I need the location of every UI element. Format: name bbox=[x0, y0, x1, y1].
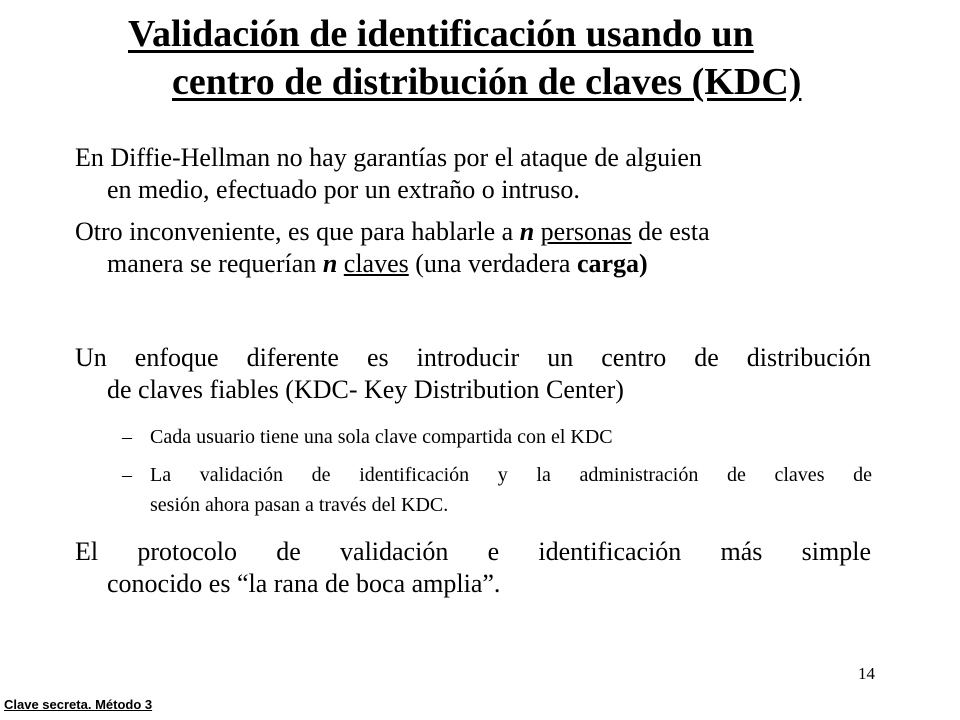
footer-label: Clave secreta. Método 3 bbox=[4, 697, 153, 712]
paragraph-2-text: manera se requerían bbox=[107, 249, 323, 278]
paragraph-1-line-2: en medio, efectuado por un extraño o intruso. bbox=[107, 175, 580, 204]
sub-item-2 bbox=[122, 460, 872, 520]
sub-item-2-line-1: La validación de identificación y la administración de claves de bbox=[150, 464, 872, 486]
paragraph-2-text: (una verdadera bbox=[408, 249, 577, 278]
claves-underlined: claves bbox=[343, 249, 409, 278]
carga-bold: carga) bbox=[576, 249, 648, 278]
dash-bullet: – bbox=[122, 426, 132, 448]
title-line-2: centro de distribución de claves (KDC) bbox=[172, 61, 802, 103]
slide-title bbox=[128, 10, 908, 106]
paragraph-4-line-2: conocido es “la rana de boca amplia”. bbox=[107, 569, 501, 598]
sub-item-2-line-2: sesión ahora pasan a través del KDC. bbox=[150, 494, 449, 516]
paragraph-protocolo-cont bbox=[75, 568, 871, 600]
paragraph-4-line-1: El protocolo de validación e identificación más simple bbox=[75, 537, 871, 566]
n-variable: n bbox=[519, 217, 535, 246]
paragraph-kdc bbox=[75, 342, 871, 374]
paragraph-3-line-2: de claves fiables (KDC- Key Distribution Center) bbox=[107, 375, 624, 404]
paragraph-2-text: de esta bbox=[631, 217, 710, 246]
paragraph-2-line-2 bbox=[75, 248, 871, 280]
paragraph-2-text: Otro inconveniente, es que para hablarle a bbox=[75, 217, 520, 246]
paragraph-kdc-cont bbox=[75, 374, 871, 406]
paragraph-protocolo bbox=[75, 536, 871, 568]
paragraph-inconveniente bbox=[75, 216, 871, 280]
paragraph-diffie-hellman bbox=[75, 142, 871, 206]
dash-bullet: – bbox=[122, 464, 132, 486]
sub-item-1 bbox=[122, 422, 872, 452]
n-variable: n bbox=[322, 249, 338, 278]
paragraph-1-line-1: En Diffie-Hellman no hay garantías por el ataque de alguien bbox=[75, 143, 702, 172]
sub-item-1-text: Cada usuario tiene una sola clave compartida con el KDC bbox=[150, 426, 613, 448]
page-number: 14 bbox=[858, 664, 875, 683]
title-line-1: Validación de identificación usando un bbox=[128, 13, 754, 55]
paragraph-3-line-1: Un enfoque diferente es introducir un centro de distribución bbox=[75, 343, 871, 372]
personas-underlined: personas bbox=[540, 217, 632, 246]
